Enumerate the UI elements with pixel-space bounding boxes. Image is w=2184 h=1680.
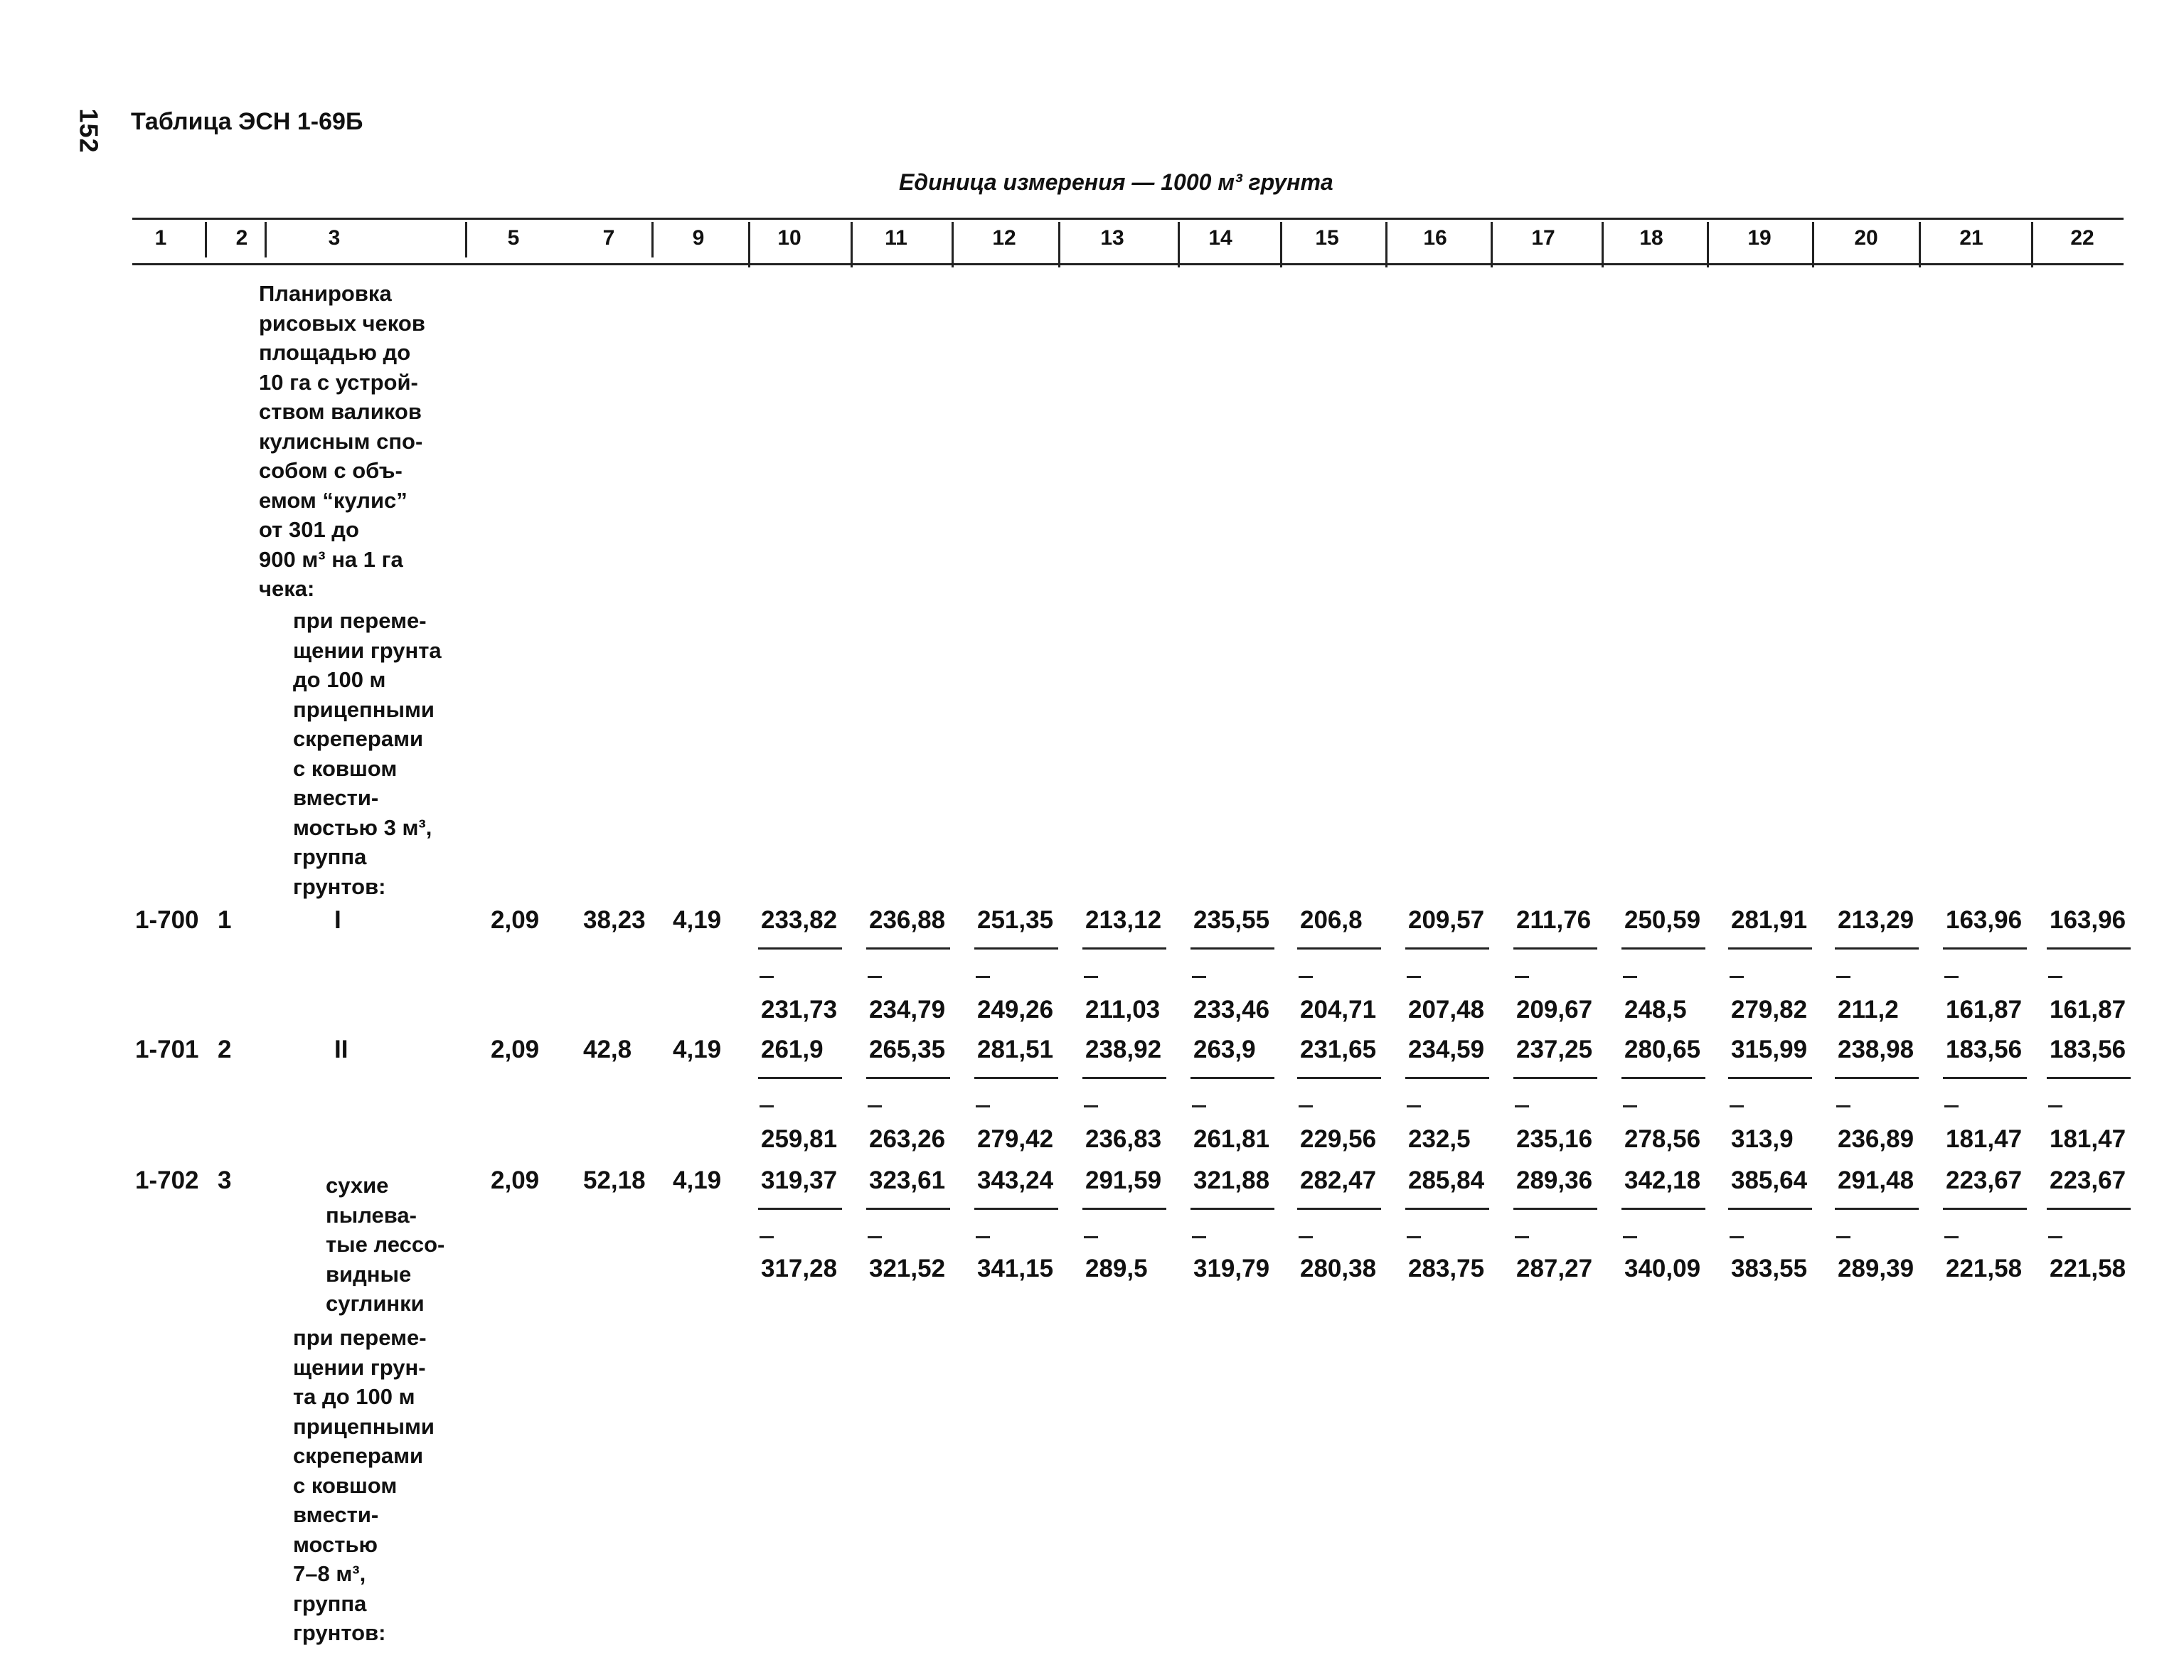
description-line: 7–8 м³,	[293, 1561, 366, 1586]
description-line: 10 га с устрой-	[259, 369, 418, 395]
column-header-5: 5	[507, 226, 520, 250]
fraction-line	[1190, 947, 1274, 950]
fraction-dash	[1730, 1105, 1744, 1107]
value-col-9: 4,19	[673, 1166, 722, 1194]
description-line: 900 м³ на 1 га	[259, 546, 403, 572]
value-top-col-16: 234,59	[1408, 1036, 1485, 1063]
value-top-col-11: 323,61	[869, 1166, 946, 1194]
value-bottom-col-10: 317,28	[761, 1255, 838, 1282]
unit-caption: Единица измерения — 1000 м³ грунта	[899, 169, 1333, 195]
fraction-line	[1082, 1077, 1166, 1079]
section1-sub-description	[293, 606, 442, 901]
header-separator-3	[465, 222, 467, 257]
description-line: рисовых чеков	[259, 310, 425, 336]
row-number: 2	[218, 1036, 232, 1063]
description-line: видные	[326, 1261, 412, 1287]
row-code: 1-700	[135, 906, 199, 934]
value-bottom-col-11: 321,52	[869, 1255, 946, 1282]
value-top-col-20: 213,29	[1838, 906, 1914, 934]
fraction-line	[758, 947, 842, 950]
value-top-col-20: 291,48	[1838, 1166, 1914, 1194]
fraction-line	[974, 1077, 1058, 1079]
value-bottom-col-19: 279,82	[1731, 996, 1808, 1024]
value-top-col-20: 238,98	[1838, 1036, 1914, 1063]
description-line: Планировка	[259, 281, 392, 306]
fraction-line	[2047, 1208, 2131, 1210]
value-top-col-15: 282,47	[1300, 1166, 1377, 1194]
value-bottom-col-20: 236,89	[1838, 1125, 1914, 1153]
header-separator-6	[851, 222, 853, 267]
column-header-14: 14	[1208, 226, 1232, 250]
fraction-dash	[1299, 1105, 1313, 1107]
fraction-dash	[1192, 1105, 1206, 1107]
description-line: та до 100 м	[293, 1384, 415, 1409]
fraction-dash	[1944, 976, 1959, 978]
value-bottom-col-14: 261,81	[1193, 1125, 1270, 1153]
row-number: 3	[218, 1166, 232, 1194]
description-line: при переме-	[293, 1325, 427, 1350]
column-header-11: 11	[885, 226, 907, 250]
header-bottom-rule	[132, 263, 2124, 265]
description-line: вмести-	[293, 1502, 379, 1527]
fraction-dash	[1944, 1236, 1959, 1238]
value-bottom-col-21: 221,58	[1946, 1255, 2023, 1282]
column-header-15: 15	[1315, 226, 1339, 250]
fraction-line	[1190, 1208, 1274, 1210]
fraction-line	[1728, 947, 1812, 950]
value-top-col-15: 231,65	[1300, 1036, 1377, 1063]
description-line: площадью до	[259, 340, 411, 365]
header-separator-17	[2031, 222, 2033, 267]
fraction-dash	[1836, 976, 1850, 978]
value-bottom-col-19: 313,9	[1731, 1125, 1794, 1153]
column-header-18: 18	[1639, 226, 1663, 250]
soil-group-description	[326, 1171, 444, 1319]
fraction-dash	[976, 1236, 990, 1238]
description-line: с ковшом	[293, 1472, 398, 1498]
fraction-line	[1297, 947, 1381, 950]
fraction-line	[1728, 1208, 1812, 1210]
value-bottom-col-18: 340,09	[1624, 1255, 1701, 1282]
value-top-col-13: 213,12	[1085, 906, 1162, 934]
fraction-line	[1513, 1077, 1597, 1079]
fraction-dash	[868, 1236, 882, 1238]
fraction-line	[1190, 1077, 1274, 1079]
value-bottom-col-13: 211,03	[1085, 996, 1161, 1024]
fraction-dash	[1836, 1105, 1850, 1107]
value-bottom-col-15: 280,38	[1300, 1255, 1377, 1282]
value-top-col-22: 163,96	[2050, 906, 2126, 934]
section2-sub-description	[293, 1323, 435, 1648]
value-bottom-col-13: 236,83	[1085, 1125, 1162, 1153]
header-separator-9	[1178, 222, 1180, 267]
fraction-line	[1405, 1077, 1489, 1079]
value-top-col-22: 183,56	[2050, 1036, 2126, 1063]
description-line: прицепными	[293, 696, 435, 722]
value-top-col-19: 315,99	[1731, 1036, 1808, 1063]
value-bottom-col-10: 231,73	[761, 996, 838, 1024]
value-bottom-col-11: 234,79	[869, 996, 946, 1024]
value-top-col-18: 250,59	[1624, 906, 1701, 934]
column-header-3: 3	[328, 226, 341, 250]
fraction-dash	[1730, 976, 1744, 978]
fraction-line	[1082, 947, 1166, 950]
value-col-5: 2,09	[491, 1166, 540, 1194]
fraction-dash	[1515, 976, 1529, 978]
fraction-dash	[868, 976, 882, 978]
value-top-col-10: 319,37	[761, 1166, 838, 1194]
column-header-13: 13	[1100, 226, 1124, 250]
fraction-line	[1082, 1208, 1166, 1210]
fraction-dash	[1084, 1236, 1098, 1238]
value-top-col-11: 265,35	[869, 1036, 946, 1063]
fraction-line	[1835, 1077, 1919, 1079]
description-line: щении грунта	[293, 637, 442, 663]
header-separator-7	[952, 222, 954, 267]
fraction-line	[2047, 947, 2131, 950]
fraction-dash	[2048, 976, 2062, 978]
value-bottom-col-17: 235,16	[1516, 1125, 1593, 1153]
fraction-dash	[1836, 1236, 1850, 1238]
column-header-20: 20	[1854, 226, 1878, 250]
value-bottom-col-16: 232,5	[1408, 1125, 1471, 1153]
value-bottom-col-20: 289,39	[1838, 1255, 1914, 1282]
value-top-col-22: 223,67	[2050, 1166, 2126, 1194]
value-bottom-col-14: 233,46	[1193, 996, 1270, 1024]
fraction-line	[758, 1077, 842, 1079]
value-bottom-col-22: 221,58	[2050, 1255, 2126, 1282]
value-bottom-col-21: 161,87	[1946, 996, 2023, 1024]
description-line: при переме-	[293, 608, 427, 633]
fraction-dash	[2048, 1236, 2062, 1238]
value-top-col-17: 289,36	[1516, 1166, 1593, 1194]
value-bottom-col-17: 287,27	[1516, 1255, 1593, 1282]
description-line: пылева-	[326, 1202, 417, 1228]
description-line: щении грун-	[293, 1354, 426, 1380]
value-bottom-col-21: 181,47	[1946, 1125, 2023, 1153]
value-top-col-19: 281,91	[1731, 906, 1808, 934]
value-col-5: 2,09	[491, 906, 540, 934]
fraction-dash	[1407, 976, 1421, 978]
value-top-col-14: 321,88	[1193, 1166, 1270, 1194]
soil-group: I	[334, 906, 341, 934]
value-col-7: 52,18	[583, 1166, 646, 1194]
column-header-10: 10	[777, 226, 801, 250]
value-top-col-18: 280,65	[1624, 1036, 1701, 1063]
value-bottom-col-12: 249,26	[977, 996, 1054, 1024]
section1-description	[259, 279, 425, 604]
fraction-dash	[1623, 1105, 1637, 1107]
fraction-dash	[1944, 1105, 1959, 1107]
table-title: Таблица ЭСН 1-69Б	[131, 108, 363, 135]
fraction-line	[1835, 1208, 1919, 1210]
fraction-dash	[2048, 1105, 2062, 1107]
fraction-dash	[1299, 976, 1313, 978]
header-separator-5	[748, 222, 750, 267]
header-separator-12	[1491, 222, 1493, 267]
column-header-19: 19	[1747, 226, 1772, 250]
description-line: мостью 3 м³,	[293, 814, 432, 840]
description-line: емом “кулис”	[259, 487, 407, 513]
header-separator-11	[1385, 222, 1387, 267]
fraction-line	[1835, 947, 1919, 950]
fraction-line	[1943, 947, 2027, 950]
fraction-dash	[1515, 1236, 1529, 1238]
value-top-col-14: 263,9	[1193, 1036, 1256, 1063]
value-top-col-17: 237,25	[1516, 1036, 1593, 1063]
value-bottom-col-18: 278,56	[1624, 1125, 1701, 1153]
description-line: ством валиков	[259, 399, 422, 424]
fraction-line	[1728, 1077, 1812, 1079]
fraction-dash	[1407, 1236, 1421, 1238]
value-bottom-col-12: 341,15	[977, 1255, 1054, 1282]
fraction-dash	[1623, 976, 1637, 978]
header-separator-2	[265, 222, 267, 257]
value-bottom-col-15: 229,56	[1300, 1125, 1377, 1153]
value-top-col-18: 342,18	[1624, 1166, 1701, 1194]
column-header-7: 7	[602, 226, 615, 250]
fraction-dash	[760, 1236, 774, 1238]
column-header-21: 21	[1959, 226, 1983, 250]
header-separator-8	[1058, 222, 1060, 267]
header-separator-13	[1602, 222, 1604, 267]
fraction-line	[1513, 1208, 1597, 1210]
fraction-line	[866, 1208, 950, 1210]
value-bottom-col-14: 319,79	[1193, 1255, 1270, 1282]
value-top-col-13: 291,59	[1085, 1166, 1162, 1194]
fraction-dash	[976, 1105, 990, 1107]
fraction-line	[1621, 947, 1705, 950]
fraction-line	[974, 1208, 1058, 1210]
header-separator-15	[1812, 222, 1814, 267]
soil-group: II	[334, 1036, 348, 1063]
description-line: до 100 м	[293, 667, 386, 692]
value-top-col-10: 261,9	[761, 1036, 824, 1063]
row-number: 1	[218, 906, 232, 934]
fraction-dash	[1084, 976, 1098, 978]
fraction-line	[1405, 1208, 1489, 1210]
value-bottom-col-13: 289,5	[1085, 1255, 1148, 1282]
fraction-dash	[1407, 1105, 1421, 1107]
value-col-9: 4,19	[673, 1036, 722, 1063]
description-line: от 301 до	[259, 517, 359, 542]
page-number: 152	[75, 108, 105, 154]
value-col-7: 38,23	[583, 906, 646, 934]
value-top-col-11: 236,88	[869, 906, 946, 934]
fraction-dash	[868, 1105, 882, 1107]
value-bottom-col-12: 279,42	[977, 1125, 1054, 1153]
description-line: группа	[293, 844, 367, 869]
description-line: скреперами	[293, 726, 424, 751]
fraction-line	[1943, 1208, 2027, 1210]
description-line: мостью	[293, 1531, 378, 1557]
column-header-9: 9	[692, 226, 705, 250]
description-line: вмести-	[293, 785, 379, 810]
value-top-col-17: 211,76	[1516, 906, 1592, 934]
value-bottom-col-19: 383,55	[1731, 1255, 1808, 1282]
column-header-16: 16	[1423, 226, 1447, 250]
fraction-line	[866, 947, 950, 950]
value-top-col-19: 385,64	[1731, 1166, 1808, 1194]
fraction-dash	[1515, 1105, 1529, 1107]
description-line: грунтов:	[293, 1620, 386, 1645]
description-line: группа	[293, 1590, 367, 1616]
description-line: скреперами	[293, 1443, 424, 1468]
description-line: с ковшом	[293, 755, 398, 781]
column-header-17: 17	[1531, 226, 1555, 250]
value-col-9: 4,19	[673, 906, 722, 934]
value-bottom-col-22: 161,87	[2050, 996, 2126, 1024]
fraction-dash	[1084, 1105, 1098, 1107]
fraction-line	[1297, 1077, 1381, 1079]
row-code: 1-701	[135, 1036, 199, 1063]
description-line: собом с объ-	[259, 458, 403, 483]
fraction-dash	[1623, 1236, 1637, 1238]
description-line: сухие	[326, 1173, 389, 1198]
description-line: тые лессо-	[326, 1232, 445, 1257]
value-top-col-14: 235,55	[1193, 906, 1270, 934]
fraction-line	[1621, 1077, 1705, 1079]
value-top-col-12: 281,51	[977, 1036, 1054, 1063]
value-top-col-21: 223,67	[1946, 1166, 2023, 1194]
value-top-col-13: 238,92	[1085, 1036, 1162, 1063]
value-bottom-col-20: 211,2	[1838, 996, 1899, 1024]
column-header-22: 22	[2070, 226, 2094, 250]
value-top-col-12: 251,35	[977, 906, 1054, 934]
value-bottom-col-18: 248,5	[1624, 996, 1687, 1024]
column-header-12: 12	[992, 226, 1016, 250]
header-separator-14	[1707, 222, 1709, 267]
value-col-7: 42,8	[583, 1036, 632, 1063]
fraction-line	[866, 1077, 950, 1079]
description-line: грунтов:	[293, 873, 386, 899]
value-top-col-10: 233,82	[761, 906, 838, 934]
fraction-dash	[1192, 1236, 1206, 1238]
value-bottom-col-16: 283,75	[1408, 1255, 1485, 1282]
fraction-dash	[1299, 1236, 1313, 1238]
value-top-col-21: 163,96	[1946, 906, 2023, 934]
fraction-line	[974, 947, 1058, 950]
header-top-rule	[132, 218, 2124, 220]
fraction-dash	[1730, 1236, 1744, 1238]
column-header-2: 2	[235, 226, 248, 250]
fraction-dash	[1192, 976, 1206, 978]
value-bottom-col-22: 181,47	[2050, 1125, 2126, 1153]
value-bottom-col-16: 207,48	[1408, 996, 1485, 1024]
value-top-col-15: 206,8	[1300, 906, 1363, 934]
value-bottom-col-17: 209,67	[1516, 996, 1593, 1024]
description-line: прицепными	[293, 1413, 435, 1439]
fraction-line	[1513, 947, 1597, 950]
header-separator-16	[1919, 222, 1921, 267]
fraction-dash	[760, 1105, 774, 1107]
header-separator-1	[205, 222, 207, 257]
value-top-col-12: 343,24	[977, 1166, 1054, 1194]
value-bottom-col-11: 263,26	[869, 1125, 946, 1153]
fraction-line	[1943, 1077, 2027, 1079]
description-line: чека:	[259, 576, 315, 601]
fraction-line	[1621, 1208, 1705, 1210]
description-line: кулисным спо-	[259, 428, 423, 454]
fraction-line	[1297, 1208, 1381, 1210]
header-separator-10	[1280, 222, 1282, 267]
row-code: 1-702	[135, 1166, 199, 1194]
value-top-col-21: 183,56	[1946, 1036, 2023, 1063]
value-top-col-16: 209,57	[1408, 906, 1485, 934]
fraction-line	[1405, 947, 1489, 950]
header-separator-4	[651, 222, 654, 257]
value-top-col-16: 285,84	[1408, 1166, 1485, 1194]
fraction-line	[758, 1208, 842, 1210]
value-bottom-col-15: 204,71	[1300, 996, 1377, 1024]
value-col-5: 2,09	[491, 1036, 540, 1063]
column-header-1: 1	[154, 226, 167, 250]
fraction-dash	[760, 976, 774, 978]
fraction-dash	[976, 976, 990, 978]
value-bottom-col-10: 259,81	[761, 1125, 838, 1153]
fraction-line	[2047, 1077, 2131, 1079]
description-line: суглинки	[326, 1291, 425, 1316]
